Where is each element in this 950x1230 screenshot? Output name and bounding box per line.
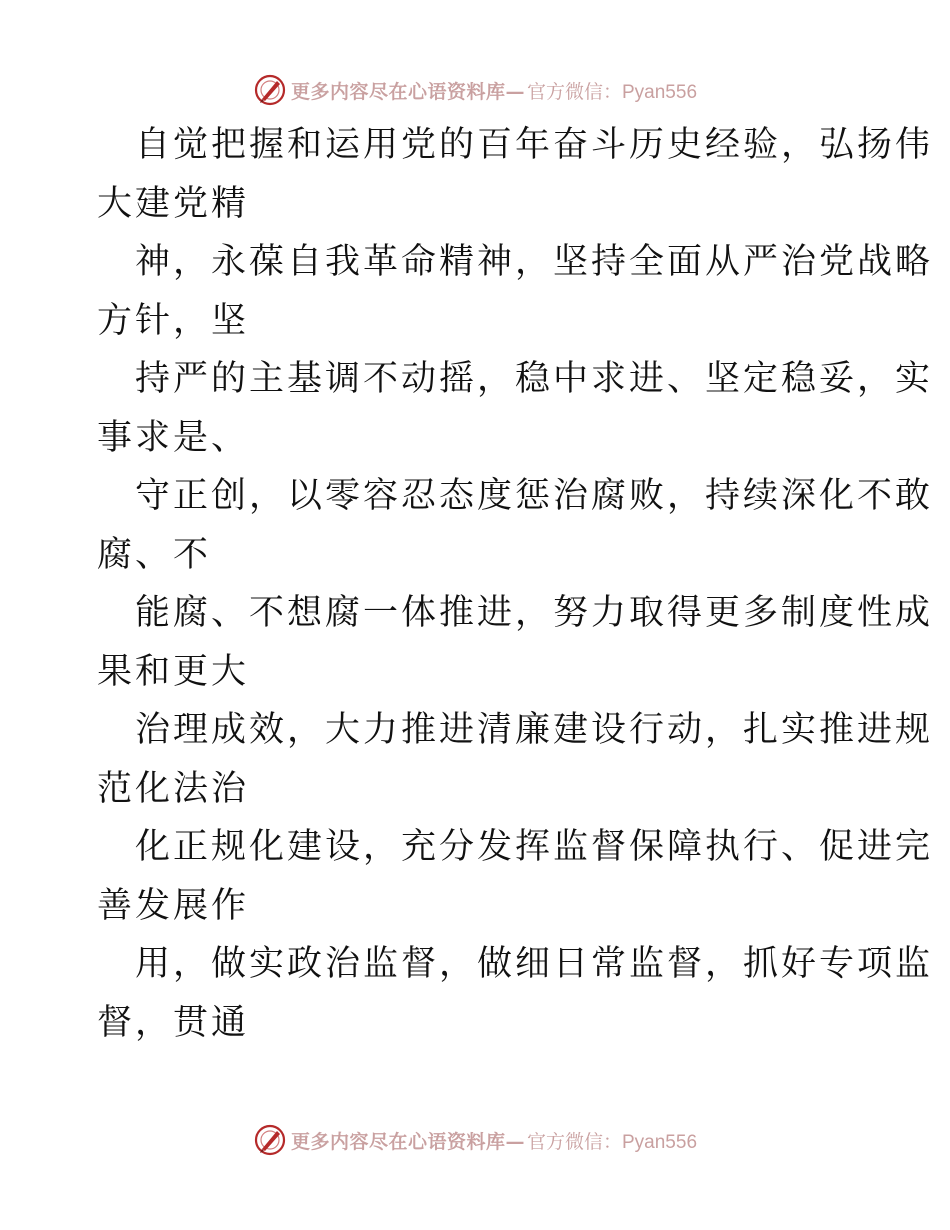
footer-brand-text: 更多内容尽在心语资料库—	[290, 1130, 525, 1153]
text-line: 范化法治	[97, 768, 250, 809]
text-line: 善发展作	[97, 885, 250, 926]
text-line: 化正规化建设，充分发挥监督保障执行、促进完	[135, 827, 934, 867]
text-line: 事求是、	[97, 417, 250, 458]
text-line: 大建党精	[97, 183, 250, 224]
text-line: 方针，坚	[97, 300, 250, 341]
quill-pen-logo-icon	[253, 73, 287, 107]
text-line: 督，贯通	[97, 1002, 250, 1043]
text-line: 守正创，以零容忍态度惩治腐败，持续深化不敢	[135, 476, 934, 516]
header-wechat-text: 官方微信：Pyan556	[527, 81, 698, 103]
header-watermark	[0, 70, 950, 110]
footer-wechat-text: 官方微信：Pyan556	[527, 1131, 698, 1153]
text-line: 自觉把握和运用党的百年奋斗历史经验，弘扬伟	[135, 125, 934, 165]
text-line: 神，永葆自我革命精神，坚持全面从严治党战略	[135, 242, 934, 282]
text-line: 持严的主基调不动摇，稳中求进、坚定稳妥，实	[135, 359, 934, 399]
document-body	[97, 116, 934, 1052]
header-brand-text: 更多内容尽在心语资料库—	[290, 80, 525, 103]
text-line: 治理成效，大力推进清廉建设行动，扎实推进规	[135, 710, 934, 750]
text-line: 用，做实政治监督，做细日常监督，抓好专项监	[135, 944, 934, 984]
text-line: 果和更大	[97, 651, 250, 692]
text-line: 能腐、不想腐一体推进，努力取得更多制度性成	[135, 593, 934, 633]
text-line: 腐、不	[97, 534, 212, 575]
footer-watermark	[0, 1120, 950, 1160]
quill-pen-logo-icon	[253, 1123, 287, 1157]
